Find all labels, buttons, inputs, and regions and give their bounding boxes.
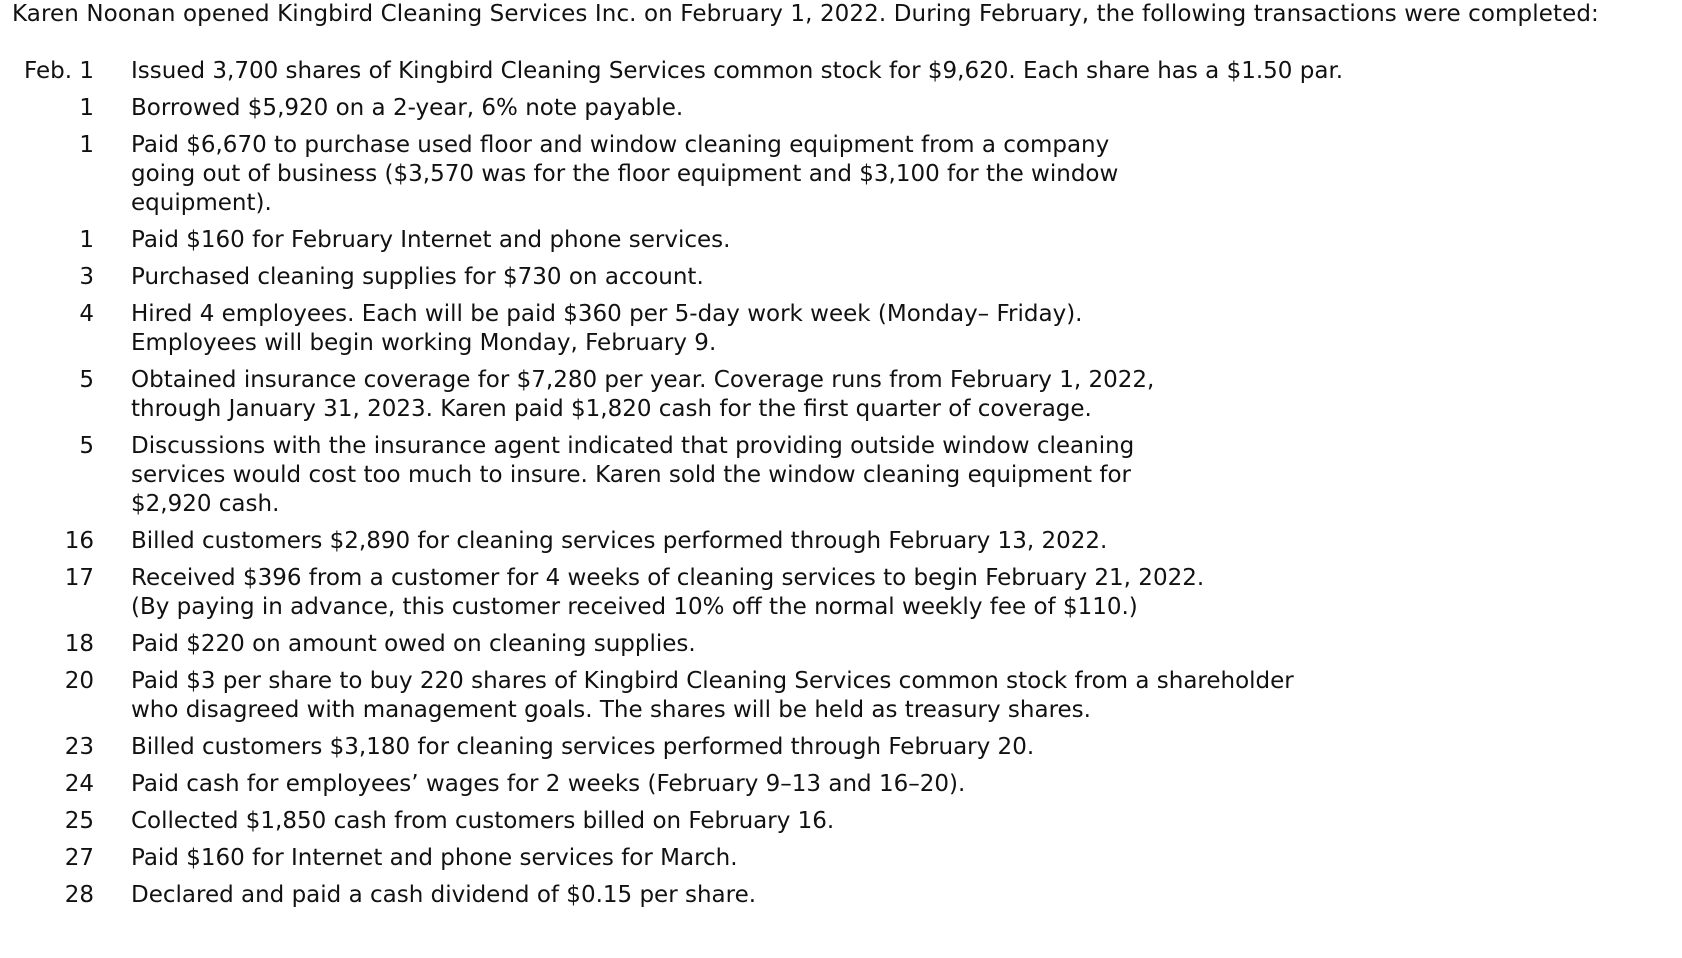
- transaction-description: [131, 131, 1343, 226]
- transaction-description: [131, 770, 1343, 807]
- description-line: Billed customers $2,890 for cleaning services performed through February 13, 2022.: [131, 528, 1108, 554]
- transaction-date: 16: [64, 528, 94, 554]
- transaction-date: 1: [79, 132, 94, 158]
- transaction-date: Feb. 1: [24, 58, 94, 84]
- column-gap: [94, 366, 131, 432]
- column-gap: [94, 630, 131, 667]
- transaction-row: [12, 667, 1343, 733]
- transaction-date: 1: [79, 227, 94, 253]
- transaction-date: 28: [64, 882, 94, 908]
- description-line: Paid $220 on amount owed on cleaning supplies.: [131, 631, 696, 657]
- transaction-description: [131, 667, 1343, 733]
- transaction-row: [12, 733, 1343, 770]
- transaction-date: 1: [79, 95, 94, 121]
- column-gap: [94, 263, 131, 300]
- transaction-description: [131, 226, 1343, 263]
- column-gap: [94, 881, 131, 918]
- column-gap: [94, 844, 131, 881]
- column-gap: [94, 733, 131, 770]
- transaction-row: [12, 630, 1343, 667]
- transaction-row: [12, 770, 1343, 807]
- transaction-date: 27: [64, 845, 94, 871]
- transaction-description: [131, 733, 1343, 770]
- transaction-row: [12, 807, 1343, 844]
- description-line: who disagreed with management goals. The shares will be held as treasury shares.: [131, 697, 1091, 723]
- transaction-date: 5: [79, 433, 94, 459]
- description-line: Collected $1,850 cash from customers billed on February 16.: [131, 808, 835, 834]
- transaction-row: [12, 366, 1343, 432]
- description-line: Employees will begin working Monday, February 9.: [131, 330, 717, 356]
- transaction-row: [12, 226, 1343, 263]
- transaction-row: [12, 94, 1343, 131]
- transaction-description: [131, 263, 1343, 300]
- transaction-date: 5: [79, 367, 94, 393]
- transaction-description: [131, 807, 1343, 844]
- transaction-description: [131, 57, 1343, 94]
- transaction-description: [131, 881, 1343, 918]
- transaction-row: [12, 300, 1343, 366]
- transactions-body: [12, 57, 1343, 918]
- description-line: services would cost too much to insure. Karen sold the window cleaning equipment for: [131, 462, 1131, 488]
- description-line: Declared and paid a cash dividend of $0.15 per share.: [131, 882, 757, 908]
- column-gap: [94, 300, 131, 366]
- column-gap: [94, 226, 131, 263]
- transaction-row: [12, 527, 1343, 564]
- transaction-row: [12, 564, 1343, 630]
- description-line: Discussions with the insurance agent indicated that providing outside window cleaning: [131, 433, 1135, 459]
- transactions-table: [12, 57, 1343, 918]
- column-gap: [94, 564, 131, 630]
- column-gap: [94, 770, 131, 807]
- description-line: Paid $3 per share to buy 220 shares of Kingbird Cleaning Services common stock from a shareholder: [131, 668, 1294, 694]
- intro-paragraph: Karen Noonan opened Kingbird Cleaning Services Inc. on February 1, 2022. During February, the following transactions were completed:: [12, 1, 1599, 27]
- transaction-date: 25: [64, 808, 94, 834]
- column-gap: [94, 57, 131, 94]
- description-line: equipment).: [131, 190, 272, 216]
- transaction-date: 20: [64, 668, 94, 694]
- column-gap: [94, 432, 131, 527]
- transaction-description: [131, 432, 1343, 527]
- description-line: Billed customers $3,180 for cleaning services performed through February 20.: [131, 734, 1035, 760]
- transaction-description: [131, 564, 1343, 630]
- transaction-date: 17: [64, 565, 94, 591]
- description-line: $2,920 cash.: [131, 491, 280, 517]
- description-line: Paid $6,670 to purchase used floor and window cleaning equipment from a company: [131, 132, 1110, 158]
- column-gap: [94, 527, 131, 564]
- description-line: Received $396 from a customer for 4 weeks of cleaning services to begin February 21, 2022.: [131, 565, 1205, 591]
- transaction-row: [12, 57, 1343, 94]
- description-line: Issued 3,700 shares of Kingbird Cleaning Services common stock for $9,620. Each share has a $1.50 par.: [131, 58, 1344, 84]
- description-line: Paid $160 for February Internet and phone services.: [131, 227, 731, 253]
- transaction-description: [131, 844, 1343, 881]
- description-line: Borrowed $5,920 on a 2-year, 6% note payable.: [131, 95, 684, 121]
- transaction-date: 4: [79, 301, 94, 327]
- description-line: Purchased cleaning supplies for $730 on account.: [131, 264, 704, 290]
- transaction-date: 3: [79, 264, 94, 290]
- description-line: Obtained insurance coverage for $7,280 per year. Coverage runs from February 1, 2022,: [131, 367, 1155, 393]
- column-gap: [94, 807, 131, 844]
- transaction-description: [131, 366, 1343, 432]
- description-line: through January 31, 2023. Karen paid $1,820 cash for the first quarter of coverage.: [131, 396, 1092, 422]
- transaction-description: [131, 527, 1343, 564]
- description-line: (By paying in advance, this customer received 10% off the normal weekly fee of $110.): [131, 594, 1138, 620]
- column-gap: [94, 94, 131, 131]
- description-line: going out of business ($3,570 was for the floor equipment and $3,100 for the window: [131, 161, 1119, 187]
- transaction-row: [12, 263, 1343, 300]
- transaction-description: [131, 300, 1343, 366]
- transaction-date: 18: [64, 631, 94, 657]
- transaction-description: [131, 630, 1343, 667]
- transaction-description: [131, 94, 1343, 131]
- transaction-row: [12, 844, 1343, 881]
- transaction-row: [12, 131, 1343, 226]
- transaction-row: [12, 881, 1343, 918]
- column-gap: [94, 131, 131, 226]
- column-gap: [94, 667, 131, 733]
- description-line: Paid $160 for Internet and phone services for March.: [131, 845, 738, 871]
- description-line: Paid cash for employees’ wages for 2 weeks (February 9–13 and 16–20).: [131, 771, 966, 797]
- transaction-date: 23: [64, 734, 94, 760]
- transaction-date: 24: [64, 771, 94, 797]
- transaction-row: [12, 432, 1343, 527]
- description-line: Hired 4 employees. Each will be paid $360 per 5-day work week (Monday– Friday).: [131, 301, 1083, 327]
